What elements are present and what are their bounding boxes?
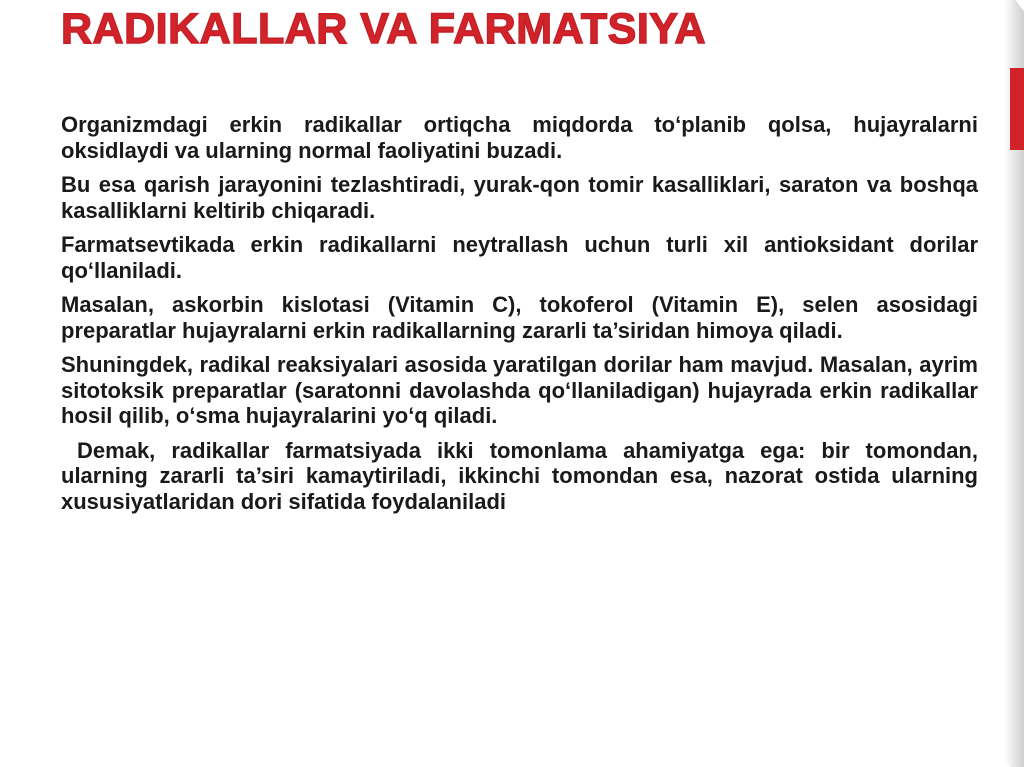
paragraph: Demak, radikallar farmatsiyada ikki tomonlama ahamiyatga ega: bir tomondan, ularning zararli ta’siri kamaytiriladi, ikkinchi tomondan esa, nazorat ostida ularning xususiyatlaridan dori sifatida foydalaniladi	[61, 437, 985, 514]
paragraph: Bu esa qarish jarayonini tezlashtiradi, yurak-qon tomir kasalliklari, saraton va boshqa kasalliklarni keltirib chiqaradi.	[61, 172, 985, 223]
paragraph: Shuningdek, radikal reaksiyalari asosida yaratilgan dorilar ham mavjud. Masalan, ayrim sitotoksik preparatlar (saratonni davolashda qo‘llaniladigan) hujayrada erkin radikallar hosil qilib, o‘sma hujayralarini yo‘q qiladi.	[61, 352, 985, 428]
slide-title: RADIKALLAR VA FARMATSIYA	[61, 5, 707, 53]
slide-body	[61, 112, 985, 523]
paragraph: Masalan, askorbin kislotasi (Vitamin C), tokoferol (Vitamin E), selen asosidagi preparatlar hujayralarni erkin radikallarning zararli ta’siridan himoya qiladi.	[61, 292, 985, 343]
accent-bar	[1010, 68, 1024, 150]
paragraph: Organizmdagi erkin radikallar ortiqcha miqdorda to‘planib qolsa, hujayralarni oksidlaydi va ularning normal faoliyatini buzadi.	[61, 112, 985, 163]
paragraph: Farmatsevtikada erkin radikallarni neytrallash uchun turli xil antioksidant dorilar qo‘llaniladi.	[61, 232, 985, 283]
